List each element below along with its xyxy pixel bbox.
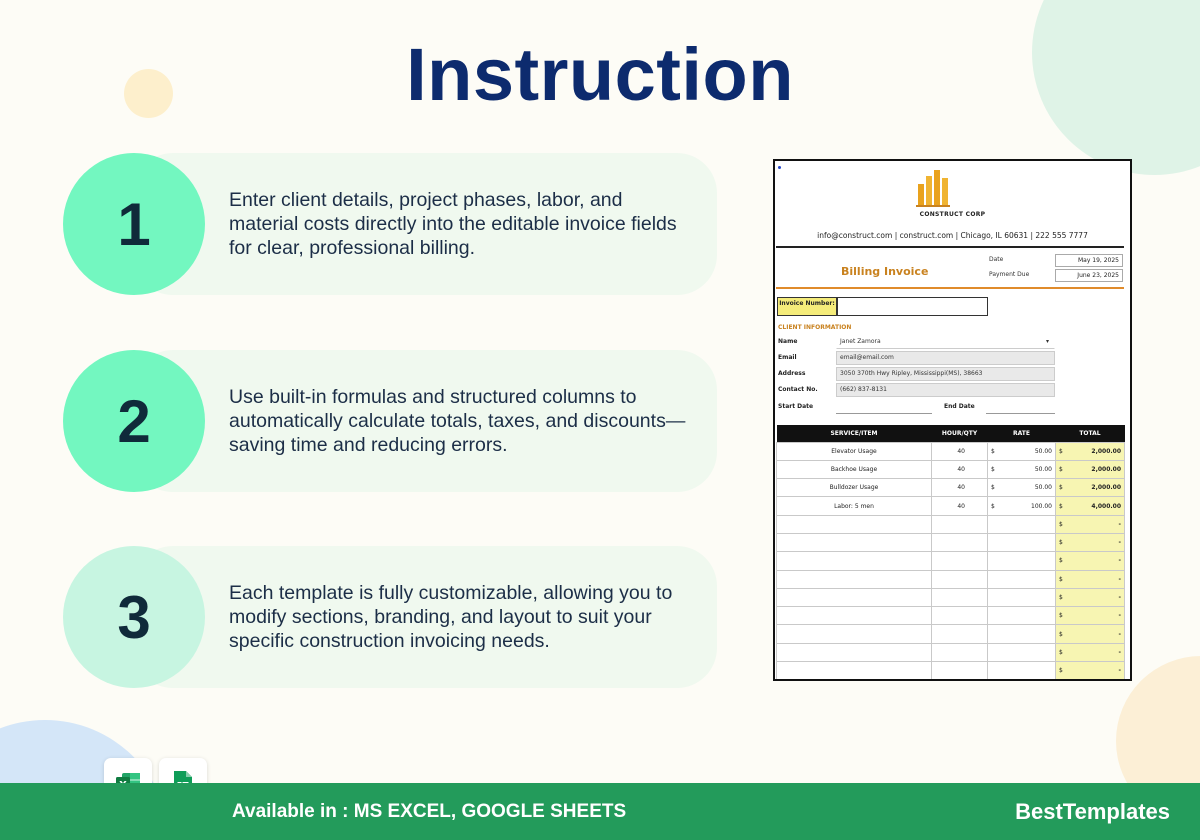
- service-cell[interactable]: Backhoe Usage: [777, 460, 932, 478]
- table-header-row: [777, 425, 1125, 442]
- table-row: [777, 515, 1125, 533]
- invoice-preview: [773, 159, 1132, 681]
- total-value: -: [1118, 648, 1121, 656]
- qty-cell[interactable]: [932, 515, 988, 533]
- total-value: -: [1118, 612, 1121, 620]
- end-date-label: End Date: [944, 403, 975, 410]
- rate-cell[interactable]: [988, 625, 1056, 643]
- rate-cell[interactable]: [988, 515, 1056, 533]
- page-title: Instruction: [406, 33, 794, 116]
- total-value: -: [1118, 630, 1121, 638]
- total-value: 2,000.00: [1091, 484, 1121, 492]
- step-1: [63, 153, 717, 295]
- currency-symbol: $: [1059, 594, 1063, 602]
- table-row: [777, 460, 1125, 478]
- rate-cell[interactable]: [988, 643, 1056, 661]
- table-row: [777, 662, 1125, 680]
- qty-cell[interactable]: 40: [932, 497, 988, 515]
- table-row: [777, 607, 1125, 625]
- total-cell: [1056, 570, 1125, 588]
- rate-cell[interactable]: [988, 497, 1056, 515]
- payment-due-field[interactable]: June 23, 2025: [1055, 269, 1123, 282]
- contact-field[interactable]: (662) 837-8131: [836, 383, 1055, 397]
- currency-symbol: $: [1059, 667, 1063, 675]
- total-cell: [1056, 607, 1125, 625]
- total-cell: [1056, 442, 1125, 460]
- rate-cell[interactable]: [988, 570, 1056, 588]
- rate-cell[interactable]: [988, 479, 1056, 497]
- step-number: 3: [63, 546, 205, 688]
- end-date-field[interactable]: [986, 413, 1055, 414]
- rate-value: 50.00: [1034, 447, 1052, 455]
- building-logo-icon: [916, 168, 952, 208]
- currency-symbol: $: [991, 484, 995, 492]
- total-value: -: [1118, 520, 1121, 528]
- total-value: 2,000.00: [1091, 465, 1121, 473]
- cell-cursor: [778, 166, 781, 169]
- service-cell[interactable]: [777, 515, 932, 533]
- invoice-number-field[interactable]: [837, 297, 988, 316]
- table-row: [777, 479, 1125, 497]
- invoice-title: Billing Invoice: [841, 265, 929, 278]
- service-cell[interactable]: [777, 570, 932, 588]
- currency-symbol: $: [1059, 575, 1063, 583]
- qty-cell[interactable]: 40: [932, 479, 988, 497]
- date-label: Date: [989, 256, 1004, 263]
- service-cell[interactable]: [777, 588, 932, 606]
- step-text: Enter client details, project phases, labor, and material costs directly into the editable invoice fields for clear, professional billing.: [229, 189, 677, 259]
- name-label: Name: [778, 338, 798, 345]
- date-field[interactable]: May 19, 2025: [1055, 254, 1123, 267]
- divider-orange: [776, 287, 1124, 289]
- step-number: 1: [63, 153, 205, 295]
- service-cell[interactable]: Labor: 5 men: [777, 497, 932, 515]
- currency-symbol: $: [1059, 520, 1063, 528]
- name-field[interactable]: [836, 335, 1055, 349]
- qty-cell[interactable]: [932, 607, 988, 625]
- rate-cell[interactable]: [988, 442, 1056, 460]
- currency-symbol: $: [991, 502, 995, 510]
- column-header: SERVICE/ITEM: [777, 425, 932, 442]
- table-row: [777, 588, 1125, 606]
- rate-value: 50.00: [1034, 465, 1052, 473]
- step-text: Each template is fully customizable, allowing you to modify sections, branding, and layout to suit your specific construction invoicing needs.: [229, 582, 673, 652]
- service-cell[interactable]: Elevator Usage: [777, 442, 932, 460]
- total-value: -: [1118, 594, 1121, 602]
- qty-cell[interactable]: [932, 552, 988, 570]
- services-table: [776, 425, 1125, 680]
- qty-cell[interactable]: [932, 625, 988, 643]
- total-cell: [1056, 515, 1125, 533]
- total-value: -: [1118, 575, 1121, 583]
- total-cell: [1056, 588, 1125, 606]
- total-value: -: [1118, 557, 1121, 565]
- service-cell[interactable]: [777, 552, 932, 570]
- total-cell: [1056, 643, 1125, 661]
- service-cell[interactable]: [777, 607, 932, 625]
- table-row: [777, 643, 1125, 661]
- rate-cell[interactable]: [988, 662, 1056, 680]
- total-cell: [1056, 662, 1125, 680]
- table-row: [777, 570, 1125, 588]
- currency-symbol: $: [1059, 612, 1063, 620]
- invoice-number-label: Invoice Number:: [777, 297, 837, 316]
- total-cell: [1056, 552, 1125, 570]
- address-field[interactable]: 3050 370th Hwy Ripley, Mississippi(MS), 38663: [836, 367, 1055, 381]
- divider: [776, 246, 1124, 248]
- address-label: Address: [778, 370, 806, 377]
- currency-symbol: $: [991, 447, 995, 455]
- total-cell: [1056, 533, 1125, 551]
- step-3: [63, 546, 717, 688]
- service-cell[interactable]: [777, 533, 932, 551]
- column-header: RATE: [988, 425, 1056, 442]
- total-cell: [1056, 460, 1125, 478]
- total-cell: [1056, 625, 1125, 643]
- qty-cell[interactable]: 40: [932, 460, 988, 478]
- qty-cell[interactable]: [932, 570, 988, 588]
- column-header: HOUR/QTY: [932, 425, 988, 442]
- rate-cell[interactable]: [988, 533, 1056, 551]
- qty-cell[interactable]: 40: [932, 442, 988, 460]
- service-cell[interactable]: Bulldozer Usage: [777, 479, 932, 497]
- total-cell: [1056, 479, 1125, 497]
- table-row: [777, 497, 1125, 515]
- rate-cell[interactable]: [988, 588, 1056, 606]
- currency-symbol: $: [991, 465, 995, 473]
- qty-cell[interactable]: [932, 643, 988, 661]
- payment-due-label: Payment Due: [989, 271, 1030, 278]
- name-value: Janet Zamora: [840, 338, 881, 345]
- rate-value: 50.00: [1034, 484, 1052, 492]
- rate-cell[interactable]: [988, 460, 1056, 478]
- total-value: 4,000.00: [1091, 502, 1121, 510]
- rate-cell[interactable]: [988, 607, 1056, 625]
- email-label: Email: [778, 354, 797, 361]
- company-contact: info@construct.com | construct.com | Chicago, IL 60631 | 222 555 7777: [817, 231, 1088, 240]
- currency-symbol: $: [1059, 502, 1063, 510]
- step-text: Use built-in formulas and structured columns to automatically calculate totals, taxes, and discounts—saving time and reducing errors.: [229, 386, 686, 456]
- start-date-label: Start Date: [778, 403, 814, 410]
- company-name: CONSTRUCT CORP: [919, 211, 986, 218]
- client-section-title: CLIENT INFORMATION: [778, 324, 852, 331]
- total-value: 2,000.00: [1091, 447, 1121, 455]
- service-cell[interactable]: [777, 625, 932, 643]
- qty-cell[interactable]: [932, 533, 988, 551]
- currency-symbol: $: [1059, 648, 1063, 656]
- table-row: [777, 625, 1125, 643]
- currency-symbol: $: [1059, 447, 1063, 455]
- table-row: [777, 533, 1125, 551]
- qty-cell[interactable]: [932, 588, 988, 606]
- contact-label: Contact No.: [778, 386, 818, 393]
- availability-text: Available in : MS EXCEL, GOOGLE SHEETS: [232, 800, 627, 822]
- brand-name: BestTemplates: [1015, 798, 1170, 824]
- start-date-field[interactable]: [836, 413, 932, 414]
- dropdown-caret-icon[interactable]: ▾: [1045, 338, 1049, 345]
- rate-value: 100.00: [1031, 502, 1052, 510]
- step-2: [63, 350, 717, 492]
- currency-symbol: $: [1059, 557, 1063, 565]
- currency-symbol: $: [1059, 465, 1063, 473]
- column-header: TOTAL: [1056, 425, 1125, 442]
- currency-symbol: $: [1059, 484, 1063, 492]
- step-number: 2: [63, 350, 205, 492]
- currency-symbol: $: [1059, 630, 1063, 638]
- total-value: -: [1118, 667, 1121, 675]
- footer-bar: [0, 783, 1200, 840]
- service-cell[interactable]: [777, 662, 932, 680]
- rate-cell[interactable]: [988, 552, 1056, 570]
- total-value: -: [1118, 539, 1121, 547]
- table-row: [777, 552, 1125, 570]
- total-cell: [1056, 497, 1125, 515]
- email-field[interactable]: email@email.com: [836, 351, 1055, 365]
- table-row: [777, 442, 1125, 460]
- qty-cell[interactable]: [932, 662, 988, 680]
- currency-symbol: $: [1059, 539, 1063, 547]
- service-cell[interactable]: [777, 643, 932, 661]
